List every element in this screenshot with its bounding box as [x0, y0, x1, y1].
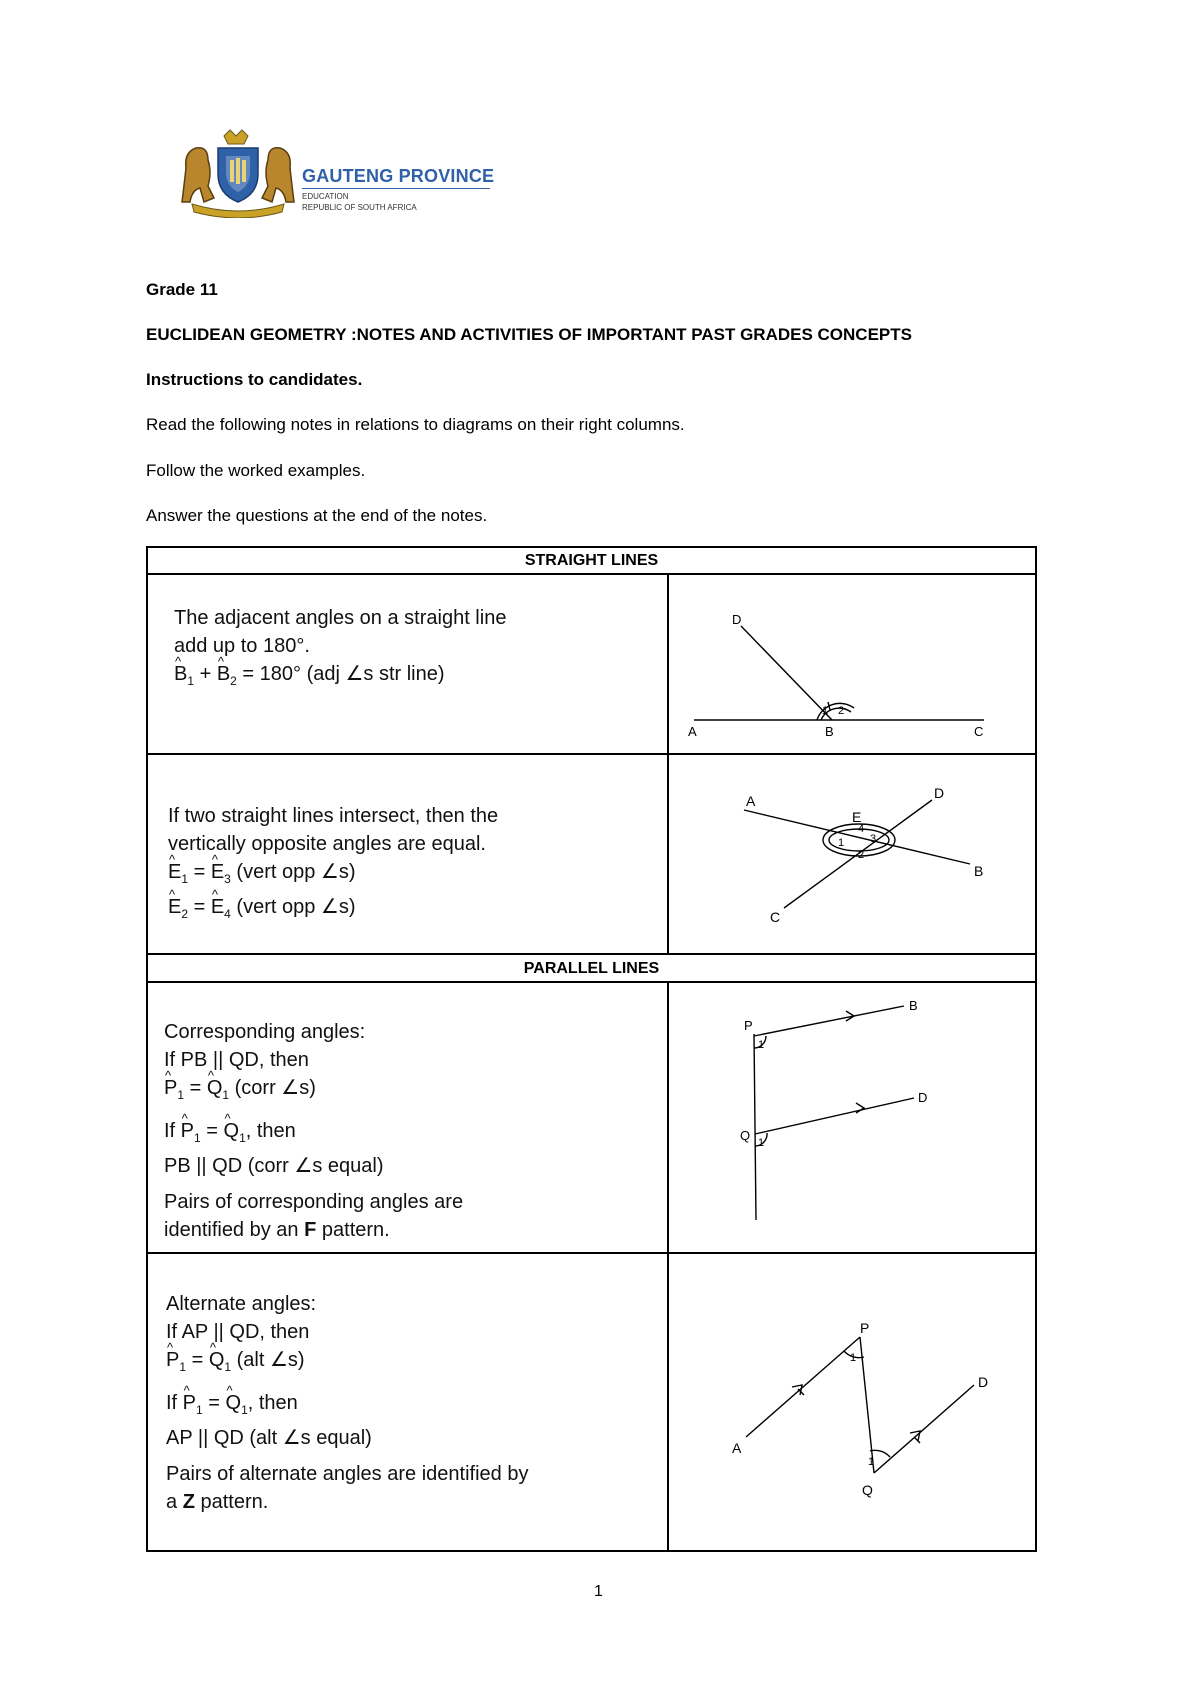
section-header-parallel-lines: PARALLEL LINES	[523, 960, 660, 977]
straight-line-diagram	[674, 578, 1030, 750]
corresponding-angles-note	[164, 1018, 463, 1244]
label-a: A	[746, 793, 756, 809]
intersecting-lines-diagram	[674, 758, 1030, 952]
alternate-pattern-line-1: Pairs of alternate angles are identified by	[166, 1463, 529, 1485]
instruction-line-2: Follow the worked examples.	[146, 461, 366, 480]
adjacent-equation: ^ $B_1$ + ^ $B_2 = 180^\circ$ (adj ∠s str line)	[174, 660, 506, 695]
vertical-angles-note	[168, 802, 498, 928]
alternate-converse: If ^ $P_1$ = ^ $Q_1$, then	[166, 1389, 528, 1424]
label-a: A	[688, 724, 697, 739]
section-header-straight-lines: STRAIGHT LINES	[524, 552, 659, 569]
corresponding-pattern-line-2: identified by an F pattern.	[164, 1219, 390, 1241]
alternate-angles-note	[166, 1290, 528, 1516]
gauteng-logo	[178, 128, 508, 218]
label-c: C	[974, 724, 984, 739]
alternate-line-2: If AP || QD, then	[166, 1321, 310, 1343]
label-c: C	[770, 909, 781, 925]
label-a: A	[732, 1440, 742, 1456]
document-title: EUCLIDEAN GEOMETRY :NOTES AND ACTIVITIES OF IMPORTANT PAST GRADES CONCEPTS	[146, 325, 912, 344]
label-angle-p1: 1	[758, 1039, 765, 1051]
corresponding-equation: ^ $P_1$ = ^ $Q_1$ (corr ∠s)	[164, 1074, 463, 1109]
label-angle-q1: 1	[868, 1456, 875, 1468]
adjacent-line-1: The adjacent angles on a straight line	[174, 607, 507, 629]
alternate-equation: ^ $P_1$ = ^ $Q_1$ (alt ∠s)	[166, 1346, 528, 1381]
notes-table	[146, 546, 1037, 1552]
instruction-line-1: Read the following notes in relations to diagrams on their right columns.	[146, 415, 685, 434]
label-angle-2: 2	[858, 849, 865, 861]
page-number: 1	[594, 1583, 603, 1600]
corresponding-converse: If ^ $P_1$ = ^ $Q_1$, then	[164, 1117, 463, 1152]
alternate-line-1: Alternate angles:	[166, 1293, 317, 1315]
label-e: E	[852, 809, 862, 825]
label-d: D	[978, 1374, 989, 1390]
label-angle-1: 1	[838, 837, 845, 849]
instructions-heading: Instructions to candidates.	[146, 370, 363, 389]
label-b: B	[909, 998, 918, 1013]
logo-rule	[302, 188, 490, 189]
label-angle-4: 4	[858, 823, 865, 835]
label-p: P	[860, 1320, 870, 1336]
logo-subtitle-country: REPUBLIC OF SOUTH AFRICA	[302, 203, 417, 212]
label-angle-p1: 1	[850, 1352, 857, 1364]
alternate-angles-diagram	[674, 1257, 1030, 1549]
label-p: P	[744, 1018, 753, 1033]
alternate-pattern-line-2: a Z pattern.	[166, 1491, 269, 1513]
label-angle-1: 1	[822, 705, 829, 717]
logo-subtitle-education: EDUCATION	[302, 192, 349, 201]
corresponding-conclusion: PB || QD (corr ∠s equal)	[164, 1155, 384, 1177]
instruction-line-3: Answer the questions at the end of the notes.	[146, 506, 488, 525]
vertical-line-1: If two straight lines intersect, then the	[168, 805, 499, 827]
alternate-conclusion: AP || QD (alt ∠s equal)	[166, 1427, 372, 1449]
label-angle-q1: 1	[758, 1137, 765, 1149]
corresponding-line-1: Corresponding angles:	[164, 1021, 366, 1043]
label-b: B	[825, 724, 834, 739]
adjacent-angles-note	[174, 604, 506, 695]
corresponding-line-2: If PB || QD, then	[164, 1049, 309, 1071]
grade-heading: Grade 11	[146, 280, 218, 299]
adjacent-line-2: add up to 180°.	[174, 635, 310, 657]
coat-of-arms-icon	[178, 128, 298, 218]
label-b: B	[974, 863, 984, 879]
corresponding-angles-diagram	[674, 986, 1030, 1250]
label-d: D	[918, 1090, 928, 1105]
label-d: D	[934, 785, 945, 801]
logo-title: GAUTENG PROVINCE	[302, 166, 495, 186]
vertical-equation-2: ^ $E_2$ = ^ $E_4$ (vert opp ∠s)	[168, 893, 498, 928]
label-q: Q	[862, 1482, 873, 1498]
label-angle-3: 3	[870, 833, 877, 845]
label-q: Q	[740, 1128, 751, 1143]
vertical-line-2: vertically opposite angles are equal.	[168, 833, 486, 855]
label-angle-2: 2	[838, 705, 845, 717]
vertical-equation-1: ^ $E_1$ = ^ $E_3$ (vert opp ∠s)	[168, 858, 498, 893]
corresponding-pattern-line-1: Pairs of corresponding angles are	[164, 1191, 464, 1213]
label-d: D	[732, 612, 742, 627]
